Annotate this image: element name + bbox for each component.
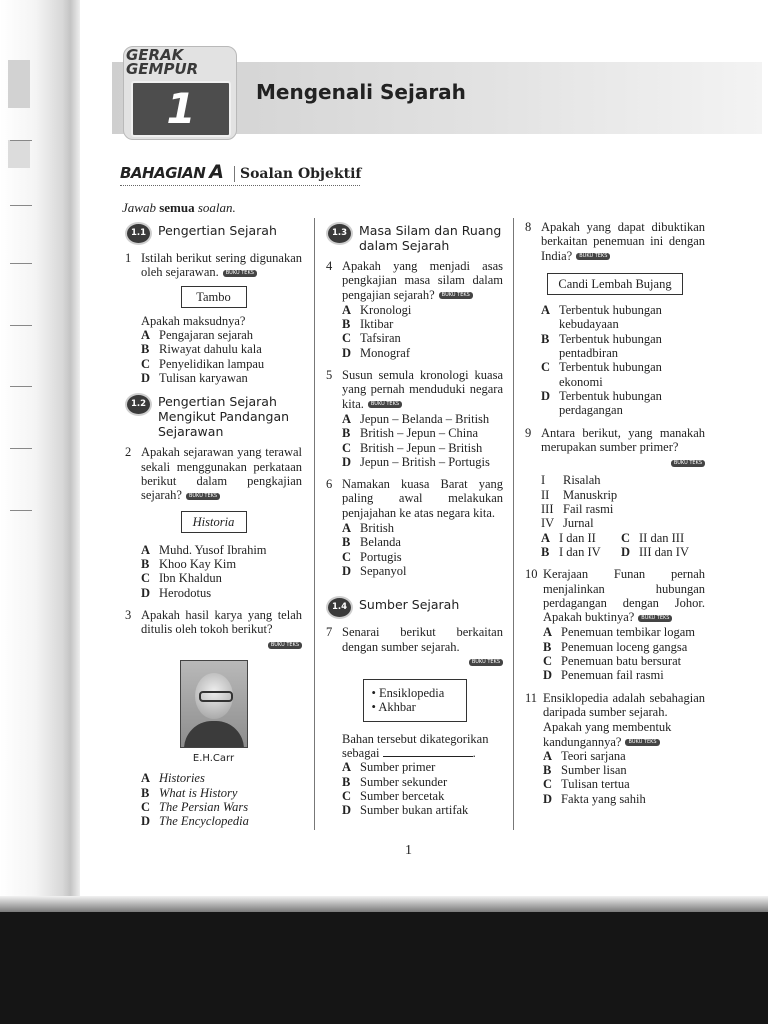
column-divider — [314, 218, 315, 830]
option-c[interactable]: C Tulisan tertua — [543, 777, 630, 792]
question-prompt: Apakah yang membentuk kandungannya? — [543, 720, 672, 749]
question-text: Senarai berikut berkaitan dengan sumber sejarah. — [342, 625, 503, 654]
option-a[interactable]: A Histories — [141, 771, 205, 786]
question-text: Apakah hasil karya yang telah ditulis oleh tokoh berikut? — [141, 608, 302, 637]
option-a[interactable]: A Penemuan tembikar logam — [543, 625, 695, 640]
section-heading — [120, 161, 361, 183]
option-c[interactable]: C Penyelidikan lampau — [141, 356, 265, 371]
option-a[interactable]: A Muhd. Yusof Ibrahim — [141, 542, 267, 557]
textbook-tag: BUKU TEKS — [576, 253, 610, 260]
option-b[interactable]: B Iktibar — [342, 317, 394, 332]
question-text: Kerajaan Funan pernah menjalinkan hubungan perdagangan dengan Johor. Apakah buktinya? — [543, 567, 705, 625]
question-text: Apakah yang dapat dibuktikan berkaitan penemuan ini dengan India? — [541, 220, 705, 263]
question-number: 10 — [525, 567, 538, 582]
chapter-title: Mengenali Sejarah — [256, 80, 466, 104]
roman-item: III Fail rasmi — [541, 502, 614, 517]
option-b[interactable]: B British – Jepun – China — [342, 426, 479, 441]
question-prompt: Bahan tersebut dikategorikan sebagai . — [342, 731, 489, 761]
question-text: Namakan kuasa Barat yang paling awal melakukan penjajahan ke atas negara kita. — [342, 477, 503, 520]
question-5 — [326, 368, 503, 469]
term-box: Historia — [181, 511, 247, 533]
answer-blank — [383, 756, 473, 757]
question-4 — [326, 259, 503, 360]
question-9 — [525, 426, 705, 560]
page-number: 1 — [405, 843, 412, 858]
option-b[interactable]: B Sumber lisan — [543, 763, 627, 778]
column-1 — [125, 220, 302, 836]
question-number: 9 — [525, 425, 532, 440]
option-a[interactable]: A Terbentuk hubungan kebudayaan — [541, 303, 662, 332]
textbook-tag: BUKU TEKS — [439, 292, 473, 299]
edge-line — [10, 140, 32, 141]
option-c[interactable]: C British – Jepun – British — [342, 440, 483, 455]
option-c[interactable]: C II dan III — [621, 530, 685, 545]
bullet-item: • Akhbar — [371, 700, 416, 715]
question-8 — [525, 220, 705, 418]
option-b[interactable]: B Terbentuk hubungan pentadbiran — [541, 331, 662, 361]
question-6 — [326, 477, 503, 578]
question-text: Istilah berikut sering digunakan oleh sejarawan. — [141, 251, 302, 280]
section-letter: A — [209, 161, 224, 183]
edge-line — [10, 448, 32, 449]
subsection-1-1 — [125, 222, 302, 245]
option-d[interactable]: D Sepanyol — [342, 563, 407, 578]
option-a[interactable]: A Kronologi — [342, 302, 412, 317]
question-number: 7 — [326, 625, 333, 640]
question-number: 4 — [326, 259, 333, 273]
question-text: Ensiklopedia adalah sebahagian daripada sumber sejarah. — [543, 690, 705, 719]
question-prompt: Apakah maksudnya? — [141, 313, 246, 328]
question-7 — [326, 625, 503, 817]
instruction-bold: semua — [159, 200, 195, 215]
subsection-1-4 — [326, 596, 503, 619]
subsection-title: Sumber Sejarah — [359, 597, 460, 613]
series-line-2: GEMPUR — [126, 60, 199, 78]
option-d[interactable]: D III dan IV — [621, 544, 689, 559]
question-number: 2 — [125, 445, 132, 460]
question-number: 8 — [525, 220, 532, 234]
column-divider — [513, 218, 514, 830]
subsection-1-2 — [125, 393, 302, 439]
section-label: BAHAGIAN — [120, 164, 206, 182]
series-line-1: GERAK — [126, 46, 184, 64]
option-b[interactable]: B Penemuan loceng gangsa — [543, 639, 688, 654]
subsection-title: Pengertian Sejarah — [158, 223, 277, 238]
textbook-tag: BUKU TEKS — [638, 615, 672, 622]
subsection-badge: 1.1 — [125, 222, 152, 245]
question-text: Susun semula kronologi kuasa yang pernah menduduki negara kita. — [342, 368, 503, 411]
textbook-tag: BUKU TEKS — [625, 739, 659, 746]
term-box: Tambo — [181, 286, 247, 308]
question-number: 5 — [326, 368, 333, 383]
option-a[interactable]: A Jepun – Belanda – British — [342, 411, 490, 426]
instruction — [122, 200, 236, 216]
option-d[interactable]: D Tulisan karyawan — [141, 371, 248, 386]
column-2 — [326, 220, 503, 826]
bullet-item: • Ensiklopedia — [371, 686, 445, 701]
term-box: Candi Lembah Bujang — [547, 273, 683, 295]
question-text: Apakah sejarawan yang terawal sekali menggunakan perkataan berikut dalam pengkajian sejarah? — [141, 445, 302, 503]
option-d[interactable]: D Penemuan fail rasmi — [543, 668, 664, 683]
question-number: 1 — [125, 251, 132, 265]
roman-item: I Risalah — [541, 473, 601, 488]
edge-line — [10, 386, 32, 387]
instruction-post: soalan. — [194, 200, 236, 215]
option-c[interactable]: C Terbentuk hubungan ekonomi — [541, 360, 662, 389]
textbook-tag: BUKU TEKS — [186, 493, 220, 500]
binding-shadow — [0, 0, 80, 915]
series-logo — [126, 48, 198, 76]
edge-line — [10, 205, 32, 206]
question-11 — [525, 691, 705, 806]
option-a[interactable]: A I dan II — [541, 530, 596, 545]
portrait-photo — [180, 660, 248, 748]
question-text: Antara berikut, yang manakah merupakan sumber primer? — [541, 425, 705, 454]
question-number: 6 — [326, 477, 333, 492]
bullet-box — [363, 679, 467, 722]
question-10 — [525, 567, 705, 682]
edge-tab-mark — [8, 60, 30, 108]
column-3 — [525, 220, 705, 814]
option-d[interactable]: D The Encyclopedia — [141, 814, 249, 829]
edge-line — [10, 263, 32, 264]
roman-item: II Manuskrip — [541, 487, 618, 502]
subsection-1-3 — [326, 222, 503, 253]
question-2 — [125, 445, 302, 600]
option-d[interactable]: D Terbentuk hubungan perdagangan — [541, 388, 662, 418]
option-c[interactable]: C Portugis — [342, 549, 402, 564]
option-a[interactable]: A Sumber primer — [342, 760, 436, 775]
option-d[interactable]: D Jepun – British – Portugis — [342, 454, 490, 469]
textbook-tag: BUKU TEKS — [469, 659, 503, 666]
edge-line — [10, 325, 32, 326]
photo-caption: E.H.Carr — [192, 752, 235, 764]
option-d[interactable]: D Sumber bukan artifak — [342, 803, 469, 818]
roman-item: IV Jurnal — [541, 516, 594, 531]
question-1 — [125, 251, 302, 385]
subsection-title: Pengertian Sejarah Mengikut Pandangan Sejarawan — [158, 394, 290, 440]
option-b[interactable]: B I dan IV — [541, 544, 601, 559]
textbook-tag: BUKU TEKS — [268, 642, 302, 649]
subsection-badge: 1.4 — [326, 596, 353, 619]
option-d[interactable]: D Herodotus — [141, 585, 212, 600]
subsection-badge: 1.3 — [326, 222, 353, 245]
scan-background — [0, 912, 768, 1024]
option-a[interactable]: A Teori sarjana — [543, 748, 626, 763]
option-c[interactable]: C Penemuan batu bersurat — [543, 654, 682, 669]
option-a[interactable]: A British — [342, 521, 395, 536]
subsection-badge: 1.2 — [125, 393, 152, 416]
option-b[interactable]: B Sumber sekunder — [342, 774, 448, 789]
option-c[interactable]: C Tafsiran — [342, 331, 401, 346]
textbook-tag: BUKU TEKS — [368, 401, 402, 408]
textbook-tag: BUKU TEKS — [223, 270, 257, 277]
textbook-tag: BUKU TEKS — [671, 460, 705, 467]
option-b[interactable]: B Belanda — [342, 535, 401, 550]
option-b[interactable]: B Riwayat dahulu kala — [141, 342, 262, 357]
option-a[interactable]: A Pengajaran sejarah — [141, 328, 254, 343]
option-c[interactable]: C Ibn Khaldun — [141, 571, 222, 586]
edge-line — [10, 510, 32, 511]
option-d[interactable]: D Fakta yang sahih — [543, 791, 646, 806]
heading-underline — [120, 185, 360, 186]
option-b[interactable]: B What is History — [141, 785, 238, 800]
option-c[interactable]: C Sumber bercetak — [342, 788, 445, 803]
subsection-title: Masa Silam dan Ruang dalam Sejarah — [359, 223, 502, 253]
edge-tab-mark — [8, 140, 30, 168]
question-3 — [125, 608, 302, 828]
question-number: 11 — [525, 690, 538, 705]
question-text: Apakah yang menjadi asas pengkajian masa silam dalam pengajian sejarah? — [342, 259, 503, 302]
instruction-pre: Jawab — [122, 200, 160, 215]
chapter-number: 1 — [131, 81, 231, 137]
section-name: Soalan Objektif — [234, 166, 361, 182]
option-d[interactable]: D Monograf — [342, 345, 410, 360]
question-number: 3 — [125, 608, 132, 623]
option-b[interactable]: B Khoo Kay Kim — [141, 557, 237, 572]
option-c[interactable]: C The Persian Wars — [141, 799, 249, 814]
